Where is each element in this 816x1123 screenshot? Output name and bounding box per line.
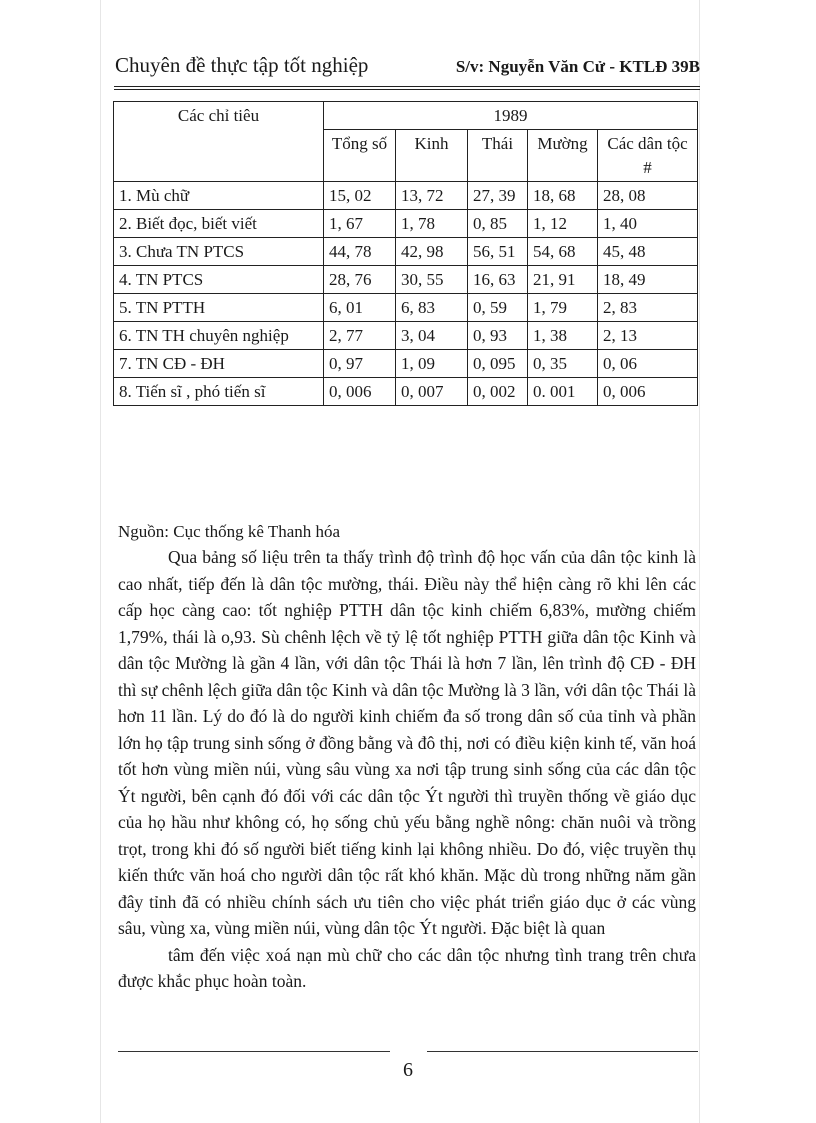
cell-value: 2, 13 [598,322,698,350]
cell-value: 0, 006 [324,378,396,406]
cell-value: 0, 85 [468,210,528,238]
cell-value: 56, 51 [468,238,528,266]
cell-value: 1, 12 [528,210,598,238]
cell-value: 0, 97 [324,350,396,378]
table-row [114,378,698,406]
footer-rule-right [427,1051,698,1052]
cell-value: 2, 77 [324,322,396,350]
cell-value: 28, 76 [324,266,396,294]
header-cell-other-ethnic: Các dân tộc # [598,130,698,182]
cell-value: 27, 39 [468,182,528,210]
table-row [114,238,698,266]
header-author: S/v: Nguyễn Văn Cử - KTLĐ 39B [455,57,700,76]
body-text [118,544,696,995]
header-cell-thai: Thái [468,130,528,182]
cell-value: 0, 59 [468,294,528,322]
cell-value: 16, 63 [468,266,528,294]
row-label: 5. TN PTTH [114,294,324,322]
row-label: 4. TN PTCS [114,266,324,294]
table-row [114,350,698,378]
row-label: 1. Mù chữ [114,182,324,210]
paragraph: Qua bảng số liệu trên ta thấy trình độ trình độ học vấn của dân tộc kinh là cao nhất, tiếp đến là dân tộc mường, thái. Điều này thể hiện càng rõ khi lên các cấp học càng cao: tốt nghiệp PTTH dân tộc kinh chiếm 6,83%, mường chiếm 1,79%, thái là o,93. Sù chênh lệch về tỷ lệ tốt nghiệp PTTH giữa dân tộc Kinh và dân tộc Mường là gần 4 lần, với dân tộc Thái là hơn 7 lần, lên trình độ CĐ - ĐH thì sự chênh lệch giữa dân tộc Kinh và dân tộc Mường là 3 lần, với dân tộc Thái là hơn 11 lần. Lý do đó là do người kinh chiếm đa số trong dân số của tỉnh và phần lớn họ tập trung sinh sống ở đồng bằng và đô thị, nơi có điều kiện kinh tế, văn hoá tốt hơn vùng miền núi, vùng sâu vùng xa nơi tập trung sinh sống của các dân tộc Ýt người, bên cạnh đó đối với các dân tộc Ýt người thì truyền thống về giáo dục của họ hầu như không có, họ sống chủ yếu bằng nghề nông: chăn nuôi và trồng trọt, trong khi đó số người biết tiếng kinh lại không nhiều. Do đó, việc truyền thụ kiến thức văn hoá cho người dân tộc rất khó khăn. Mặc dù trong những năm gần đây tỉnh đã có nhiều chính sách ưu tiên cho việc phát triển giáo dục ở các vùng sâu, vùng xa, vùng miền núi, vùng dân tộc Ýt người. Đặc biệt là quan [118,547,696,938]
row-label: 2. Biết đọc, biết viết [114,210,324,238]
cell-value: 45, 48 [598,238,698,266]
header-title: Chuyên đề thực tập tốt nghiệp [115,53,369,77]
education-table [113,101,698,406]
source-note: Nguồn: Cục thống kê Thanh hóa [118,522,341,541]
cell-value: 1, 78 [396,210,468,238]
cell-value: 0, 007 [396,378,468,406]
row-label: 6. TN TH chuyên nghiệp [114,322,324,350]
footer-rule-left [118,1051,390,1052]
cell-value: 21, 91 [528,266,598,294]
table-row [114,322,698,350]
header-cell-indicators: Các chỉ tiêu [114,102,324,182]
cell-value: 6, 01 [324,294,396,322]
cell-value: 0, 095 [468,350,528,378]
page-number: 6 [403,1059,413,1081]
cell-value: 1, 79 [528,294,598,322]
cell-value: 0. 001 [528,378,598,406]
cell-value: 13, 72 [396,182,468,210]
row-label: 3. Chưa TN PTCS [114,238,324,266]
cell-value: 0, 006 [598,378,698,406]
row-label: 8. Tiến sĩ , phó tiến sĩ [114,378,324,406]
table-row [114,266,698,294]
row-label: 7. TN CĐ - ĐH [114,350,324,378]
cell-value: 1, 40 [598,210,698,238]
paragraph: tâm đến việc xoá nạn mù chữ cho các dân tộc nhưng tình trang trên chưa được khắc phục hoàn toàn. [118,944,696,991]
cell-value: 3, 04 [396,322,468,350]
cell-value: 0, 35 [528,350,598,378]
header-cell-kinh: Kinh [396,130,468,182]
cell-value: 0, 93 [468,322,528,350]
cell-value: 1, 09 [396,350,468,378]
cell-value: 0, 06 [598,350,698,378]
cell-value: 1, 38 [528,322,598,350]
header-cell-total: Tổng số [324,130,396,182]
cell-value: 2, 83 [598,294,698,322]
header-rule [114,86,700,90]
cell-value: 54, 68 [528,238,598,266]
cell-value: 0, 002 [468,378,528,406]
cell-value: 42, 98 [396,238,468,266]
header-cell-year: 1989 [324,102,698,130]
cell-value: 1, 67 [324,210,396,238]
cell-value: 18, 68 [528,182,598,210]
page-header [115,53,700,83]
cell-value: 44, 78 [324,238,396,266]
header-cell-muong: Mường [528,130,598,182]
table-row [114,294,698,322]
table-row [114,210,698,238]
cell-value: 15, 02 [324,182,396,210]
table-header-row [114,102,698,130]
cell-value: 30, 55 [396,266,468,294]
cell-value: 28, 08 [598,182,698,210]
cell-value: 6, 83 [396,294,468,322]
table-row [114,182,698,210]
cell-value: 18, 49 [598,266,698,294]
